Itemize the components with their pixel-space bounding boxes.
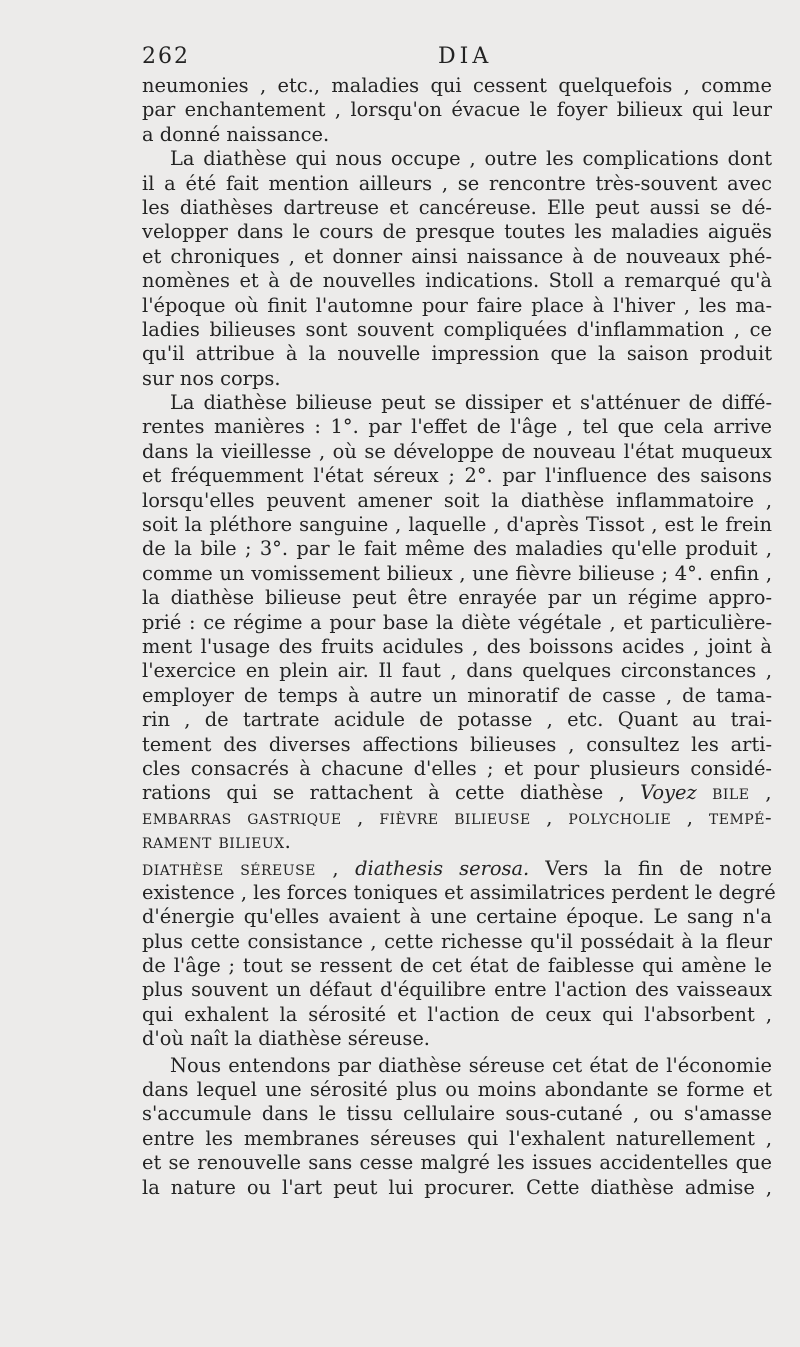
text-line: Nous entendons par diathèse séreuse cet état de l'économie [170, 1053, 772, 1077]
paragraph-4 [142, 856, 776, 1052]
paragraph-3 [142, 391, 772, 854]
text-line: par enchantement , lorsqu'on évacue le foyer bilieux qui leur [142, 98, 772, 122]
text-line: plus cette consistance , cette richesse qu'il possédait à la fleur [142, 929, 772, 953]
running-head: DIA [438, 44, 493, 69]
text-line: prié : ce régime a pour base la diète végétale , et particulière- [142, 610, 772, 634]
entry-term: diathèse séreuse , [142, 856, 340, 880]
crossref-line: embarras gastrique , fièvre bilieuse , polycholie , tempé- [142, 805, 772, 829]
text-line: dans la vieillesse , où se développe de nouveau l'état muqueux [142, 439, 772, 463]
text-line: existence , les forces toniques et assimilatrices perdent le degré [142, 880, 776, 904]
text-line: rentes manières : 1°. par l'effet de l'âge , tel que cela arrive [142, 415, 772, 439]
text-line: nomènes et à de nouvelles indications. Stoll a remarqué qu'à [142, 269, 772, 293]
text-line: ment l'usage des fruits acidules , des boissons acides , joint à [142, 634, 772, 658]
text-line: cles consacrés à chacune d'elles ; et pour plusieurs considé- [142, 756, 772, 780]
text-line: a donné naissance. [142, 122, 330, 146]
text-line-with-crossref [142, 781, 772, 805]
text-line: de l'âge ; tout se ressent de cet état de faiblesse qui amène le [142, 954, 772, 978]
text-line: La diathèse qui nous occupe , outre les complications dont [170, 147, 772, 171]
text-line: comme un vomissement bilieux , une fièvre bilieuse ; 4°. enfin , [142, 561, 772, 585]
paragraph-5 [142, 1054, 772, 1200]
text-line: et chroniques , et donner ainsi naissance à de nouveaux phé- [142, 244, 772, 268]
text-line: tement des diverses affections bilieuses , consultez les arti- [142, 732, 772, 756]
text-line: entre les membranes séreuses qui l'exhalent naturellement , [142, 1126, 772, 1150]
text-line: La diathèse bilieuse peut se dissiper et s'atténuer de diffé- [170, 391, 772, 415]
text-line: sur nos corps. [142, 366, 281, 390]
text-line: lorsqu'elles peuvent amener soit la diathèse inflammatoire , [142, 488, 772, 512]
text-line: et se renouvelle sans cesse malgré les issues accidentelles que [142, 1151, 772, 1175]
text-line: plus souvent un défaut d'équilibre entre l'action des vaisseaux [142, 978, 772, 1002]
page-number: 262 [142, 44, 190, 69]
text-line: d'énergie qu'elles avaient à une certaine époque. Le sang n'a [142, 905, 772, 929]
crossref-bile: bile , [712, 781, 772, 805]
text-line: velopper dans le cours de presque toutes les maladies aiguës [142, 220, 772, 244]
crossref-line: rament bilieux. [142, 830, 292, 854]
text-line: s'accumule dans le tissu cellulaire sous-cutané , ou s'amasse [142, 1102, 772, 1126]
text-line: ladies bilieuses sont souvent compliquées d'inflammation , ce [142, 317, 772, 341]
body-text [142, 74, 776, 1200]
text-line: employer de temps à autre un minoratif de casse , de tama- [142, 683, 772, 707]
page-header [142, 44, 772, 74]
text-line: il a été fait mention ailleurs , se rencontre très-souvent avec [142, 171, 772, 195]
text-line: les diathèses dartreuse et cancéreuse. Elle peut aussi se dé- [142, 195, 772, 219]
latin-term: diathesis serosa. [355, 856, 530, 880]
text-line: la diathèse bilieuse peut être enrayée par un régime appro- [142, 586, 772, 610]
text-line: de la bile ; 3°. par le fait même des maladies qu'elle produit , [142, 537, 772, 561]
voyez-reference: Voyez [640, 781, 697, 805]
text-line: l'exercice en plein air. Il faut , dans quelques circonstances , [142, 659, 772, 683]
text-line: soit la pléthore sanguine , laquelle , d'après Tissot , est le frein [142, 513, 772, 537]
text-line: d'où naît la diathèse séreuse. [142, 1027, 430, 1051]
entry-heading-line [142, 857, 772, 881]
text-line: qu'il attribue à la nouvelle impression que la saison produit [142, 342, 772, 366]
text-line: qui exhalent la sérosité et l'action de ceux qui l'absorbent , [142, 1002, 772, 1026]
text-line: l'époque où finit l'automne pour faire place à l'hiver , les ma- [142, 293, 772, 317]
text-line: neumonies , etc., maladies qui cessent quelquefois , comme [142, 74, 772, 97]
text-fragment: Vers la fin de notre [545, 856, 772, 880]
paragraph-2 [142, 147, 772, 391]
text-line: la nature ou l'art peut lui procurer. Cette diathèse admise , [142, 1175, 772, 1199]
paragraph-1 [142, 74, 772, 147]
text-fragment: rations qui se rattachent à cette diathèse , [142, 781, 625, 805]
text-line: et fréquemment l'état séreux ; 2°. par l'influence des saisons [142, 464, 772, 488]
text-line: dans lequel une sérosité plus ou moins abondante se forme et [142, 1078, 772, 1102]
text-line: rin , de tartrate acidule de potasse , etc. Quant au trai- [142, 708, 772, 732]
